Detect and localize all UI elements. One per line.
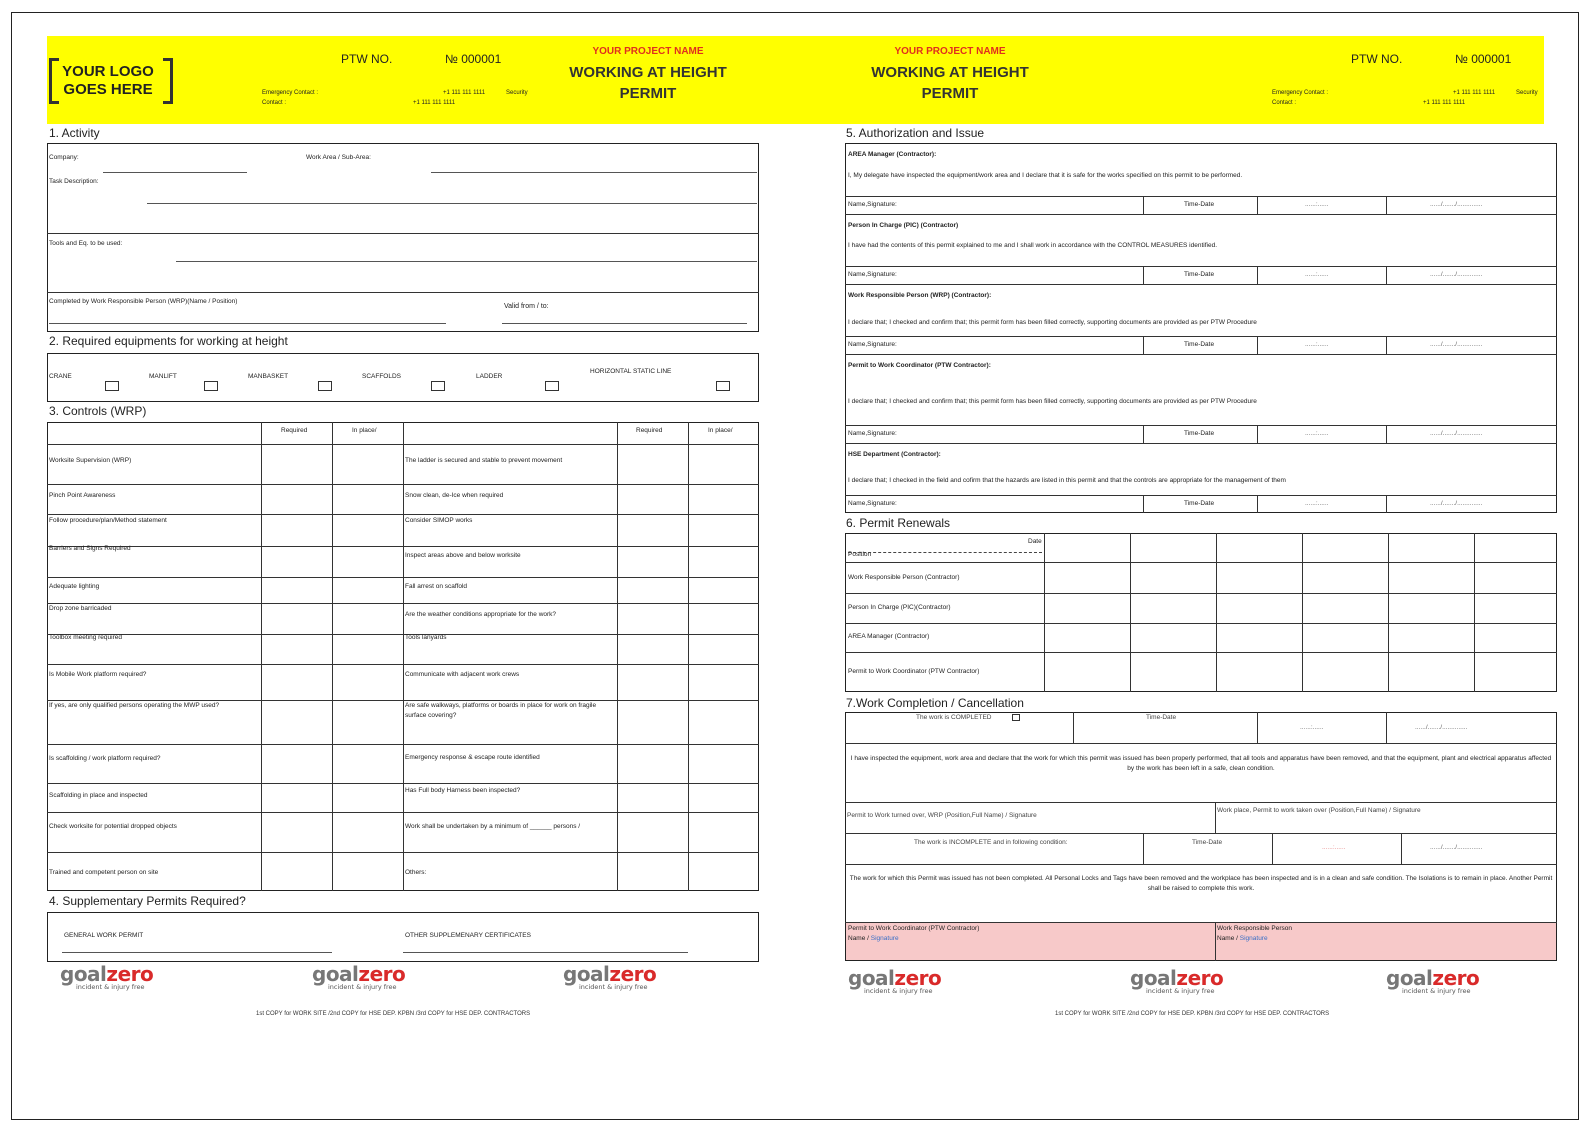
title-line1-r: WORKING AT HEIGHT	[871, 64, 1029, 81]
general-permit-input[interactable]	[62, 952, 332, 953]
control-item-right: Inspect areas above and below worksite	[405, 552, 521, 559]
renewal-cell[interactable]	[1045, 653, 1129, 691]
time-date-label: Time-Date	[1184, 500, 1215, 507]
control-check-cell[interactable]	[262, 604, 332, 633]
section-7-title: 7.Work Completion / Cancellation	[846, 696, 1024, 710]
ptw-label: PTW NO.	[341, 52, 393, 66]
control-check-cell[interactable]	[618, 701, 688, 743]
control-item-left: Follow procedure/plan/Method statement	[49, 517, 167, 524]
renewal-date-cell[interactable]	[1045, 534, 1129, 561]
control-item-right: Has Full body Harness been inspected?	[405, 787, 521, 794]
control-check-cell[interactable]	[618, 578, 688, 602]
auth-declaration: I declare that; I checked and confirm that; this permit form has been filled correctly, supporting documents are provided as per PTW Procedure	[848, 319, 1257, 326]
control-check-cell[interactable]	[689, 445, 759, 483]
control-check-cell[interactable]	[262, 445, 332, 483]
valid-input[interactable]	[502, 323, 747, 324]
control-check-cell[interactable]	[689, 578, 759, 602]
title-line2-r: PERMIT	[921, 85, 979, 102]
general-permit-label: GENERAL WORK PERMIT	[64, 932, 144, 939]
control-check-cell[interactable]	[618, 547, 688, 576]
equip-crane: CRANE	[49, 373, 72, 380]
ladder-checkbox[interactable]	[545, 381, 559, 391]
emergency-label: Emergency Contact :	[262, 90, 319, 96]
control-item-left: Adequate lighting	[49, 583, 100, 590]
control-item-right: Are the weather conditions appropriate for the work?	[405, 611, 557, 618]
security-label: Security	[506, 90, 528, 96]
control-check-cell[interactable]	[689, 784, 759, 811]
title-line2: PERMIT	[619, 85, 677, 102]
wrp-name-sig[interactable]: Name / Signature	[1217, 935, 1268, 942]
renewal-cell[interactable]	[1217, 594, 1301, 622]
renewal-row-label: Work Responsible Person (Contractor)	[848, 574, 960, 581]
renewal-cell[interactable]	[1303, 594, 1387, 622]
renewal-cell[interactable]	[1303, 653, 1387, 691]
time-field[interactable]: ......:......	[1305, 500, 1329, 507]
renewal-date-cell[interactable]	[1303, 534, 1387, 561]
renewal-date-cell[interactable]	[1389, 534, 1473, 561]
control-check-cell[interactable]	[689, 701, 759, 743]
logo-bracket-right	[163, 58, 173, 104]
time-date-label: Time-Date	[1184, 271, 1215, 278]
incomplete-time-date: Time-Date	[1192, 839, 1223, 846]
renewal-cell[interactable]	[1131, 563, 1215, 592]
control-check-cell[interactable]	[333, 635, 403, 663]
control-check-cell[interactable]	[333, 665, 403, 699]
emergency-phone-r: +1 111 111 1111	[1453, 90, 1496, 96]
ptw-coordinator-label: Permit to Work Coordinator (PTW Contractor)	[848, 925, 980, 932]
ptw-label-r: PTW NO.	[1351, 52, 1403, 66]
company-label: Company:	[49, 154, 79, 161]
control-item-left: Trained and competent person on site	[49, 869, 159, 876]
control-item-left: Worksite Supervision (WRP)	[49, 457, 132, 464]
date-field[interactable]: ....../......./..............	[1430, 271, 1483, 278]
incomplete-label: The work is INCOMPLETE and in following condition:	[914, 839, 1068, 846]
control-check-cell[interactable]	[689, 485, 759, 513]
renewal-cell[interactable]	[1389, 563, 1473, 592]
time-field[interactable]: ......:......	[1305, 271, 1329, 278]
completed-by-label: Completed by Work Responsible Person (WRP)(Name / Position)	[49, 298, 238, 305]
taken-over-label: Work place, Permit to work taken over (Position,Full Name) / Signature	[1217, 807, 1421, 814]
renewal-cell[interactable]	[1131, 624, 1215, 651]
renewal-date-cell[interactable]	[1131, 534, 1215, 561]
renewal-cell[interactable]	[1045, 594, 1129, 622]
logo-text: YOUR LOGO GOES HERE	[62, 63, 154, 98]
project-name-r: YOUR PROJECT NAME	[894, 46, 1006, 57]
control-check-cell[interactable]	[333, 547, 403, 576]
control-check-cell[interactable]	[618, 515, 688, 545]
goalzero-logo: goalzero incident & injury free	[1130, 966, 1224, 995]
renewal-cell[interactable]	[1045, 624, 1129, 651]
control-check-cell[interactable]	[333, 745, 403, 782]
name-signature-field[interactable]: Name,Signature:	[848, 201, 897, 208]
scaffolds-checkbox[interactable]	[431, 381, 445, 391]
control-check-cell[interactable]	[262, 635, 332, 663]
time-field[interactable]: ......:......	[1305, 201, 1329, 208]
name-signature-field[interactable]: Name,Signature:	[848, 430, 897, 437]
control-check-cell[interactable]	[618, 813, 688, 851]
work-area-input[interactable]	[431, 172, 757, 173]
renewal-cell[interactable]	[1389, 624, 1473, 651]
control-check-cell[interactable]	[333, 604, 403, 633]
ptw-coord-name-sig[interactable]: Name / Signature	[848, 935, 899, 942]
renewal-row-label: AREA Manager (Contractor)	[848, 633, 930, 640]
wrp-label: Work Responsible Person	[1217, 925, 1293, 932]
section-6-title: 6. Permit Renewals	[846, 516, 951, 530]
control-check-cell[interactable]	[689, 515, 759, 545]
renewal-date-cell[interactable]	[1475, 534, 1556, 561]
incomplete-date[interactable]: ....../......./..............	[1430, 844, 1483, 851]
control-check-cell[interactable]	[618, 485, 688, 513]
control-check-cell[interactable]	[262, 853, 332, 890]
control-check-cell[interactable]	[333, 784, 403, 811]
completed-by-input[interactable]	[49, 323, 446, 324]
control-item-left: If yes, are only qualified persons operating the MWP used?	[49, 702, 220, 709]
control-check-cell[interactable]	[689, 635, 759, 663]
control-check-cell[interactable]	[689, 604, 759, 633]
equip-ladder: LADDER	[476, 373, 503, 380]
security-label-r: Security	[1516, 90, 1538, 96]
date-field[interactable]: ....../......./..............	[1430, 341, 1483, 348]
goalzero-logo: goalzero incident & injury free	[312, 962, 406, 991]
goalzero-logo: goalzero incident & injury free	[60, 962, 154, 991]
auth-title: Person In Charge (PIC) (Contractor)	[848, 222, 959, 229]
control-item-left: Is Mobile Work platform required?	[49, 671, 147, 678]
control-check-cell[interactable]	[689, 665, 759, 699]
control-check-cell[interactable]	[333, 853, 403, 890]
header-band	[47, 36, 1544, 124]
time-date-label: Time-Date	[1184, 341, 1215, 348]
control-check-cell[interactable]	[333, 578, 403, 602]
auth-title: AREA Manager (Contractor):	[848, 151, 937, 158]
position-header: Position	[848, 551, 872, 558]
control-item-right: Tools lanyards	[405, 634, 447, 641]
task-desc-input[interactable]	[147, 203, 757, 204]
date-field[interactable]: ....../......./..............	[1430, 201, 1483, 208]
emergency-label-r: Emergency Contact :	[1272, 90, 1329, 96]
renewal-date-cell[interactable]	[1217, 534, 1301, 561]
control-item-left: Scaffolding in place and inspected	[49, 792, 148, 799]
crane-checkbox[interactable]	[105, 381, 119, 391]
equip-static-line: HORIZONTAL STATIC LINE	[590, 368, 672, 375]
control-check-cell[interactable]	[262, 701, 332, 743]
control-check-cell[interactable]	[618, 445, 688, 483]
authorization-box	[845, 143, 1557, 513]
other-certs-label: OTHER SUPPLEMENARY CERTIFICATES	[405, 932, 531, 939]
renewal-cell[interactable]	[1217, 563, 1301, 592]
security-phone-r: +1 111 111 1111	[1423, 100, 1466, 106]
control-check-cell[interactable]	[618, 745, 688, 782]
completed-time-date: Time-Date	[1146, 714, 1177, 721]
name-signature-field[interactable]: Name,Signature:	[848, 500, 897, 507]
control-item-right: Work shall be undertaken by a minimum of ______ persons /	[405, 823, 581, 830]
copy-footer-left: 1st COPY for WORK SITE /2nd COPY for HSE DEP. KPBN /3rd COPY for HSE DEP. CONTRACTORS	[256, 1011, 531, 1017]
equip-manbasket: MANBASKET	[248, 373, 289, 380]
control-check-cell[interactable]	[333, 515, 403, 545]
time-field[interactable]: ......:......	[1305, 341, 1329, 348]
emergency-phone: +1 111 111 1111	[443, 90, 486, 96]
renewal-cell[interactable]	[1303, 624, 1387, 651]
section-2-title: 2. Required equipments for working at height	[49, 334, 288, 348]
contact-label-r: Contact :	[1272, 100, 1297, 106]
control-check-cell[interactable]	[689, 745, 759, 782]
other-certs-input[interactable]	[403, 952, 688, 953]
control-check-cell[interactable]	[618, 784, 688, 811]
copy-footer-right: 1st COPY for WORK SITE /2nd COPY for HSE DEP. KPBN /3rd COPY for HSE DEP. CONTRACTORS	[1055, 1011, 1330, 1017]
name-signature-field[interactable]: Name,Signature:	[848, 341, 897, 348]
control-item-right: Emergency response & escape route identified	[405, 754, 540, 761]
incomplete-time[interactable]: ......:......	[1322, 844, 1346, 851]
control-check-cell[interactable]	[333, 701, 403, 743]
control-item-left: Toolbox meeting required	[49, 634, 122, 641]
control-check-cell[interactable]	[618, 604, 688, 633]
completed-checkbox[interactable]	[1012, 714, 1020, 721]
auth-title: Work Responsible Person (WRP) (Contractor):	[848, 292, 992, 299]
goalzero-logo: goalzero incident & injury free	[848, 966, 942, 995]
ptw-number-r: № 000001	[1455, 52, 1512, 66]
manbasket-checkbox[interactable]	[318, 381, 332, 391]
incomplete-declaration: The work for which this Permit was issued has not been completed. All Personal Locks and Tags have been removed and the workplace has been inspected and is in a clean and safe condition. The Isolations is to remain in place. Another Permit shall be raised to complete this work.	[849, 875, 1553, 892]
task-desc-label: Task Description:	[49, 178, 99, 185]
auth-declaration: I declare that; I checked and confirm that; this permit form has been filled correctly, supporting documents are provided as per PTW Procedure	[848, 398, 1257, 405]
control-check-cell[interactable]	[333, 445, 403, 483]
company-input[interactable]	[103, 172, 247, 173]
manlift-checkbox[interactable]	[204, 381, 218, 391]
control-check-cell[interactable]	[689, 813, 759, 851]
control-item-right: Snow clean, de-Ice when required	[405, 492, 504, 499]
control-check-cell[interactable]	[333, 485, 403, 513]
control-check-cell[interactable]	[689, 547, 759, 576]
control-check-cell[interactable]	[262, 515, 332, 545]
renewal-cell[interactable]	[1475, 653, 1556, 691]
control-item-left: Drop zone barricaded	[49, 605, 112, 612]
equip-scaffolds: SCAFFOLDS	[362, 373, 402, 380]
renewal-row-label: Permit to Work Coordinator (PTW Contractor)	[848, 668, 980, 675]
completed-time[interactable]: ......:......	[1300, 724, 1324, 731]
renewal-cell[interactable]	[1131, 594, 1215, 622]
col-required: Required	[281, 427, 308, 434]
name-signature-field[interactable]: Name,Signature:	[848, 271, 897, 278]
security-phone: +1 111 111 1111	[413, 100, 456, 106]
time-field[interactable]: ......:......	[1305, 430, 1329, 437]
control-check-cell[interactable]	[262, 485, 332, 513]
completed-declaration: I have inspected the equipment, work area and declare that the work for which this permit was issued has been properly performed, that all tools and apparatus have been removed, and that the equipment, plant and electrical apparatus affected by the work has been left in a safe, clean condition.	[850, 755, 1552, 772]
auth-title: HSE Department (Contractor):	[848, 451, 941, 458]
control-check-cell[interactable]	[262, 813, 332, 851]
col-inplace-2: In place/	[708, 427, 733, 434]
tools-input[interactable]	[176, 261, 757, 262]
control-check-cell[interactable]	[262, 745, 332, 782]
goalzero-logo: goalzero incident & injury free	[563, 962, 657, 991]
control-check-cell[interactable]	[333, 813, 403, 851]
time-date-label: Time-Date	[1184, 430, 1215, 437]
control-item-right: Others:	[405, 869, 427, 876]
renewal-cell[interactable]	[1303, 563, 1387, 592]
renewal-cell[interactable]	[1045, 563, 1129, 592]
section-3-title: 3. Controls (WRP)	[49, 404, 147, 418]
control-item-left: Check worksite for potential dropped objects	[49, 823, 177, 830]
control-item-right: Are safe walkways, platforms or boards in place for work on fragile surface covering?	[405, 702, 597, 719]
renewal-cell[interactable]	[1131, 653, 1215, 691]
section-5-title: 5. Authorization and Issue	[846, 126, 985, 140]
project-name: YOUR PROJECT NAME	[592, 46, 704, 57]
control-check-cell[interactable]	[262, 578, 332, 602]
control-check-cell[interactable]	[618, 853, 688, 890]
date-field[interactable]: ....../......./..............	[1430, 500, 1483, 507]
goalzero-logo: goalzero incident & injury free	[1386, 966, 1480, 995]
control-check-cell[interactable]	[262, 547, 332, 576]
renewal-cell[interactable]	[1475, 624, 1556, 651]
title-line1: WORKING AT HEIGHT	[569, 64, 727, 81]
equip-manlift: MANLIFT	[149, 373, 177, 380]
section-4-title: 4. Supplementary Permits Required?	[49, 894, 246, 908]
renewal-cell[interactable]	[1217, 653, 1301, 691]
control-item-right: Fall arrest on scaffold	[405, 583, 468, 590]
renewal-cell[interactable]	[1389, 594, 1473, 622]
supplementary-box	[47, 912, 759, 962]
work-area-label: Work Area / Sub-Area:	[306, 154, 371, 161]
control-item-left: Pinch Point Awareness	[49, 492, 116, 499]
col-required-2: Required	[636, 427, 663, 434]
date-header: Date	[1028, 538, 1042, 545]
control-check-cell[interactable]	[618, 635, 688, 663]
auth-declaration: I declare that; I checked in the field and cofirm that the hazards are listed in this permit and that the controls are appropriate for the management of them	[848, 477, 1286, 484]
control-item-right: Communicate with adjacent work crews	[405, 671, 520, 678]
control-check-cell[interactable]	[618, 665, 688, 699]
date-field[interactable]: ....../......./..............	[1430, 430, 1483, 437]
completed-label: The work is COMPLETED	[916, 714, 992, 721]
renewal-row-label: Person In Charge (PIC)(Contractor)	[848, 604, 951, 611]
completed-date[interactable]: ....../......./..............	[1415, 724, 1468, 731]
renewal-cell[interactable]	[1389, 653, 1473, 691]
auth-declaration: I, My delegate have inspected the equipment/work area and I declare that it is safe for the works specified on this permit to be performed.	[848, 172, 1243, 179]
col-inplace: In place/	[352, 427, 377, 434]
control-check-cell[interactable]	[689, 853, 759, 890]
valid-label: Valid from / to:	[504, 303, 549, 310]
auth-title: Permit to Work Coordinator (PTW Contractor):	[848, 362, 991, 369]
control-item-left: Is scaffolding / work platform required?	[49, 755, 161, 762]
auth-declaration: I have had the contents of this permit explained to me and I shall work in accordance with the CONTROL MEASURES identified.	[848, 242, 1217, 249]
contact-label: Contact :	[262, 100, 287, 106]
renewal-cell[interactable]	[1475, 594, 1556, 622]
renewal-cell[interactable]	[1475, 563, 1556, 592]
static-line-checkbox[interactable]	[716, 381, 730, 391]
time-date-label: Time-Date	[1184, 201, 1215, 208]
renewal-cell[interactable]	[1217, 624, 1301, 651]
section-1-title: 1. Activity	[49, 126, 100, 140]
tools-label: Tools and Eq. to be used:	[49, 240, 123, 247]
turned-over-label: Permit to Work turned over, WRP (Position,Full Name) / Signature	[847, 812, 1037, 819]
control-check-cell[interactable]	[262, 784, 332, 811]
control-check-cell[interactable]	[262, 665, 332, 699]
ptw-number: № 000001	[445, 52, 502, 66]
control-item-right: Consider SIMOP works	[405, 517, 473, 524]
control-item-right: The ladder is secured and stable to prevent movement	[405, 457, 563, 464]
control-item-left: Barriers and Signs Required	[49, 545, 131, 552]
